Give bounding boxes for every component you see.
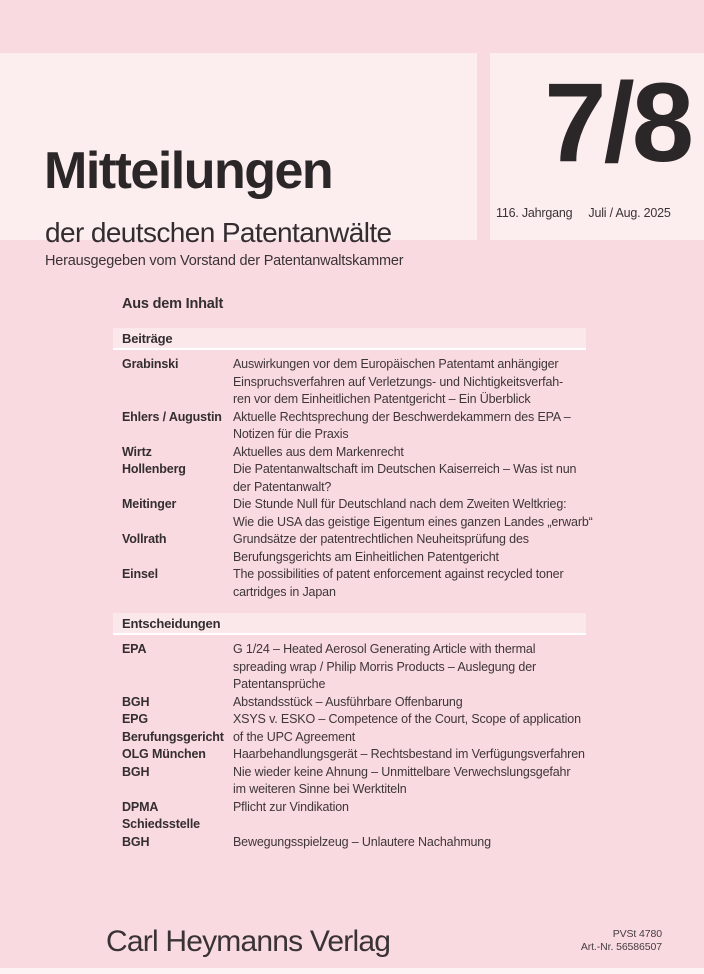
contents-section xyxy=(113,613,586,851)
entry-author: Hollenberg xyxy=(122,462,186,476)
entry-title: Aktuelle Rechtsprechung der Beschwerdekammern des EPA – Notizen für die Praxis xyxy=(233,409,571,441)
contents-section xyxy=(113,328,593,601)
masthead xyxy=(0,53,704,269)
masthead-left-panel xyxy=(0,53,477,269)
entry-author: BGH xyxy=(122,834,150,849)
contents-heading: Aus dem Inhalt xyxy=(122,296,224,312)
journal-subtitle: der deutschen Patentanwälte xyxy=(45,217,392,248)
entry-author: Einsel xyxy=(122,567,158,581)
journal-title: Mitteilungen xyxy=(44,142,333,200)
entry-author: BGH xyxy=(122,764,150,779)
masthead-right-panel xyxy=(490,53,704,240)
footer-right-block xyxy=(581,928,662,954)
entry-author: Ehlers / Augustin xyxy=(122,409,222,424)
entry-title: Nie wieder keine Ahnung – Unmittelbare Verwechslungsgefahr im weiteren Sinne bei Werktiteln xyxy=(233,764,571,796)
entry-author: Grabinski xyxy=(122,357,179,371)
publisher-line: Herausgegeben vom Vorstand der Patentanwaltskammer xyxy=(45,253,404,269)
issue-meta xyxy=(496,206,671,220)
section-header xyxy=(113,613,586,635)
entry-title: Auswirkungen vor dem Europäischen Patentamt anhängiger Einspruchsverfahren auf Verletzungs- und Nichtigkeitsverfah- ren vor dem Einheitlichen Patentgericht – Ein Überblick xyxy=(233,357,564,406)
section-rows xyxy=(113,635,586,851)
entry-author: EPA xyxy=(122,642,147,656)
entry-author: BGH xyxy=(122,694,150,709)
entry-title: The possibilities of patent enforcement against recycled toner cartridges in Japan xyxy=(233,567,564,599)
entry-author: Vollrath xyxy=(122,532,167,546)
entry-author: EPG Berufungsgericht xyxy=(122,712,224,744)
issue-number: 7/8 xyxy=(544,60,691,185)
entry-title: Haarbehandlungsgerät – Rechtsbestand im Verfügungsverfahren xyxy=(233,747,585,761)
volume-label: 116. Jahrgang xyxy=(496,206,573,220)
entry-title: Die Stunde Null für Deutschland nach dem Zweiten Weltkrieg: Wie die USA das geistige Eigentum eines ganzen Landes „erwarb“ xyxy=(233,497,593,529)
entry-title: Abstandsstück – Ausführbare Offenbarung xyxy=(233,694,463,709)
entry-author: OLG München xyxy=(122,747,206,761)
publisher-logo-text: Carl Heymanns Verlag xyxy=(106,925,391,958)
pvst-number: PVSt 4780 xyxy=(612,928,662,940)
table-of-contents xyxy=(113,296,593,851)
entry-author: DPMA Schiedsstelle xyxy=(122,799,200,831)
entry-title: Die Patentanwaltschaft im Deutschen Kaiserreich – Was ist nun der Patentanwalt? xyxy=(233,462,577,494)
bottom-page-edge xyxy=(0,968,704,974)
entry-title: Aktuelles aus dem Markenrecht xyxy=(233,444,404,459)
entry-title: G 1/24 – Heated Aerosol Generating Article with thermal spreading wrap / Philip Morris Products – Auslegung der Patentansprüche xyxy=(233,642,537,691)
section-title: Beiträge xyxy=(122,330,173,346)
section-title: Entscheidungen xyxy=(122,615,221,631)
section-header xyxy=(113,328,586,350)
contents-sections xyxy=(113,328,593,851)
article-number: Art.-Nr. 56586507 xyxy=(580,941,662,953)
entry-title: XSYS v. ESKO – Competence of the Court, Scope of application of the UPC Agreement xyxy=(233,712,581,744)
entry-author: Wirtz xyxy=(122,444,152,459)
entry-author: Meitinger xyxy=(122,497,177,511)
entry-title: Pflicht zur Vindikation xyxy=(233,799,349,814)
section-rows xyxy=(113,350,593,601)
entry-title: Grundsätze der patentrechtlichen Neuheitsprüfung des Berufungsgerichts am Einheitlichen Patentgericht xyxy=(233,532,529,564)
entry-title: Bewegungsspielzeug – Unlautere Nachahmung xyxy=(233,834,491,849)
issue-date: Juli / Aug. 2025 xyxy=(588,206,671,220)
